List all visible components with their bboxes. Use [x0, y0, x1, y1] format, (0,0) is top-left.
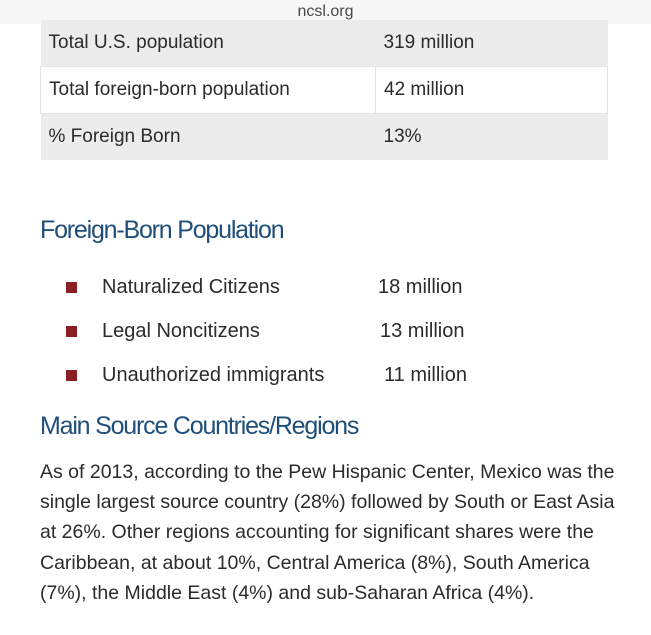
- list-item-label: Legal Noncitizens: [102, 320, 260, 342]
- list-item: [0, 266, 651, 310]
- list-item: [0, 354, 651, 398]
- list-item-label: Unauthorized immigrants: [102, 364, 325, 386]
- square-bullet-icon: [66, 282, 77, 293]
- table-row: [41, 20, 608, 67]
- list-item: [0, 310, 651, 354]
- table-cell-value: 319 million: [376, 20, 608, 67]
- table-row: [41, 114, 608, 161]
- table-cell-label: Total U.S. population: [41, 20, 376, 67]
- list-item-value: 11 million: [384, 364, 467, 386]
- table-cell-value: 42 million: [376, 67, 608, 114]
- square-bullet-icon: [66, 326, 77, 337]
- list-item-value: 18 million: [378, 276, 463, 298]
- table-row: [41, 67, 608, 114]
- table-cell-label: Total foreign-born population: [41, 67, 376, 114]
- population-stats-table: [40, 20, 608, 160]
- foreign-born-list: [0, 266, 651, 398]
- source-countries-paragraph: As of 2013, according to the Pew Hispanic Center, Mexico was the single largest source country (28%) followed by South or East Asia at 26%. Other regions accounting for significant shares were the Caribbean, at about 10%, Central America (8%), South America (7%), the Middle East (4%) and sub-Saharan Africa (4%).: [40, 461, 615, 604]
- list-item-value: 13 million: [380, 320, 465, 342]
- url-text: ncsl.org: [297, 3, 354, 20]
- source-countries-heading: Main Source Countries/Regions: [40, 412, 359, 440]
- square-bullet-icon: [66, 370, 77, 381]
- table-cell-value: 13%: [376, 114, 608, 161]
- list-item-label: Naturalized Citizens: [102, 276, 280, 298]
- foreign-born-heading: Foreign-Born Population: [40, 216, 284, 244]
- table-cell-label: % Foreign Born: [41, 114, 376, 161]
